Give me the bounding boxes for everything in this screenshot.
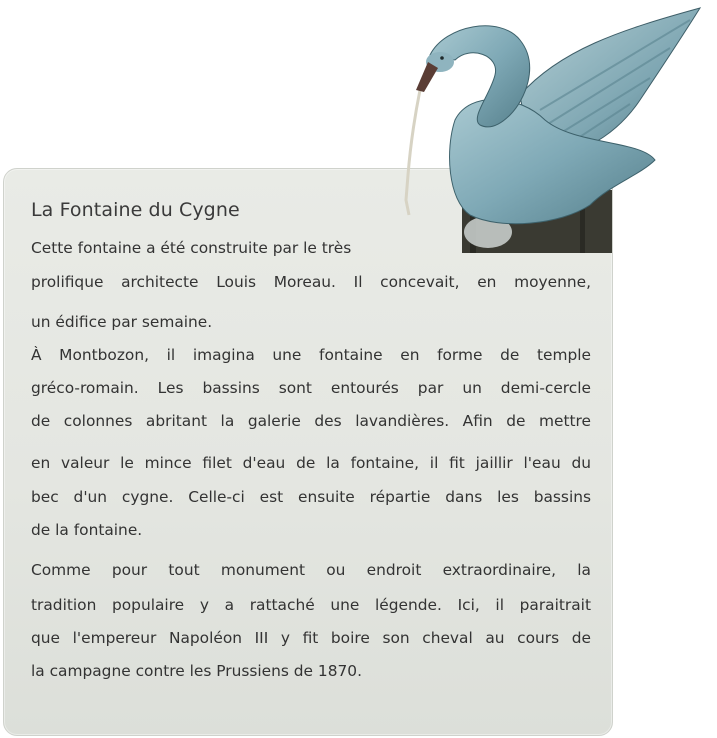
sign-line: Comme pour tout monument ou endroit extraordinaire, la: [31, 561, 591, 579]
swan-beak: [416, 62, 438, 92]
sign-line: gréco-romain. Les bassins sont entourés par un demi-cercle: [31, 379, 591, 397]
sign-line: la campagne contre les Prussiens de 1870.: [31, 662, 362, 680]
sign-line: en valeur le mince filet d'eau de la fontaine, il fit jaillir l'eau du: [31, 454, 591, 472]
sign-line: de la fontaine.: [31, 521, 143, 539]
sign-line: prolifique architecte Louis Moreau. Il concevait, en moyenne,: [31, 273, 591, 291]
sign-line: À Montbozon, il imagina une fontaine en forme de temple: [31, 346, 591, 364]
swan-neck: [430, 26, 530, 127]
sign-line: Cette fontaine a été construite par le très: [31, 239, 352, 257]
swan-wing: [520, 8, 700, 155]
sign-line: un édifice par semaine.: [31, 313, 213, 331]
sign-line: que l'empereur Napoléon III y fit boire son cheval au cours de: [31, 629, 591, 647]
sign-line: bec d'un cygne. Celle-ci est ensuite répartie dans les bassins: [31, 488, 591, 506]
sign-title: La Fontaine du Cygne: [31, 199, 240, 221]
swan-head: [426, 52, 454, 72]
sign-line: de colonnes abritant la galerie des lavandières. Afin de mettre: [31, 412, 591, 430]
sign-line: tradition populaire y a rattaché une légende. Ici, il paraitrait: [31, 596, 591, 614]
